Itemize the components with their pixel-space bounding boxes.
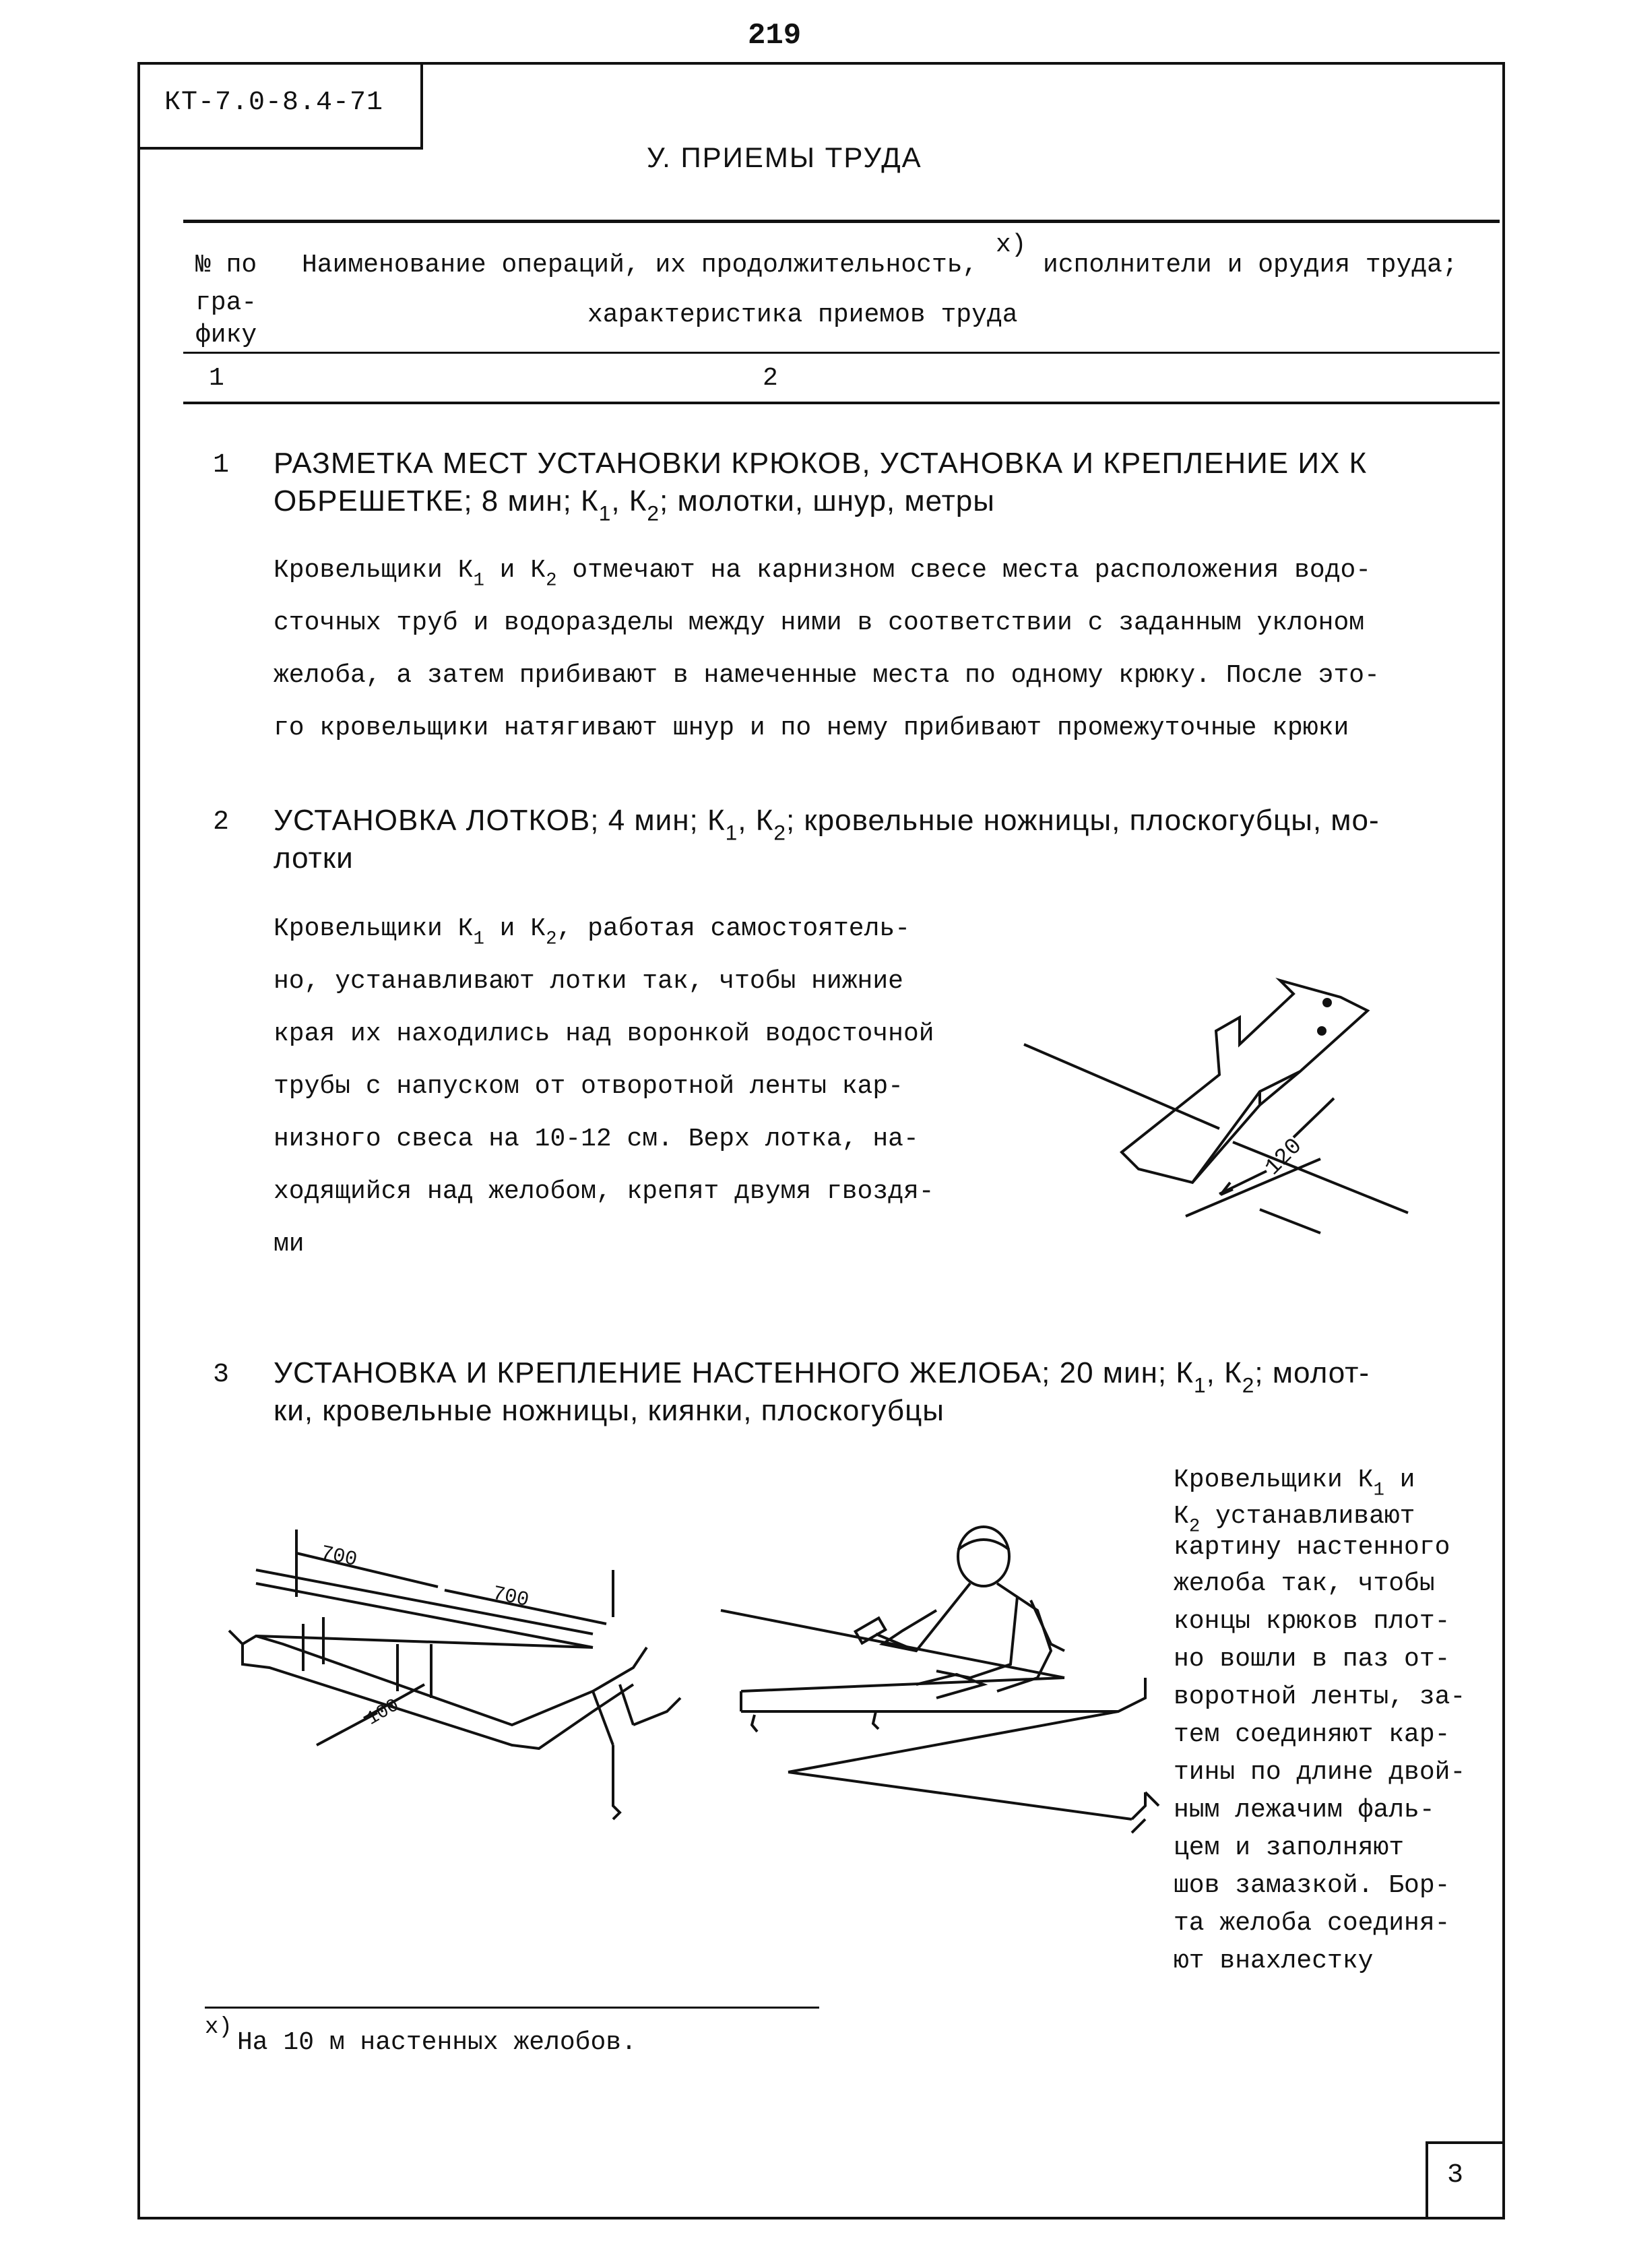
footnote-rule [205,2007,819,2009]
gutter-dim-b: 700 [490,1582,531,1613]
header-num-1: 1 [209,364,224,393]
header-num-2: 2 [763,364,778,393]
tray-dimension-line [1293,1098,1334,1137]
op1-paragraph-line4: го кровельщики натягивают шнур и по нему прибивают промежуточные крюки [274,714,1349,743]
header-mid-rule [183,352,1500,354]
worker-head [958,1527,1009,1586]
op3-text-line2: $К_2$ устанавливают [1174,1502,1415,1538]
tray-roof-line-left [1024,1044,1219,1129]
gutter-dim-a: 700 [318,1542,359,1573]
header-col2-line1a: Наименование операций, их продолжительность, [302,251,978,280]
op2-paragraph-line7: ми [274,1230,305,1259]
tray-shape [1122,980,1368,1183]
header-col2-line2: характеристика приемов труда [587,301,1018,329]
op2-paragraph-line2: но, устанавливают лотки так, чтобы нижние [274,967,903,996]
gutter-front-edge [788,1772,1132,1819]
figure-tray-installation [1011,957,1496,1240]
op3-text-line12: шов замазкой. Бор- [1174,1871,1450,1900]
doc-code: КТ-7.0-8.4-71 [164,88,384,118]
op1-number: 1 [213,450,230,480]
op1-title-line2: ОБРЕШЕТКЕ; 8 мин; $К_1$, $К_2$; молотки, шнур, метры [274,484,995,526]
op3-text-line9: тины по длине двой- [1174,1758,1466,1787]
header-col1-line2: гра- [195,288,257,317]
op3-title-line2: ки, кровельные ножницы, киянки, плоскогубцы [274,1394,945,1427]
op2-paragraph-line4: трубы с напуском от отворотной ленты кар- [274,1072,903,1101]
gutter-dim-c: 100 [363,1695,404,1730]
op2-paragraph-line5: низного свеса на 10-12 см. Верх лотка, на- [274,1125,919,1154]
worker-body [997,1583,1051,1691]
op3-text-line8: тем соединяют кар- [1174,1720,1450,1749]
header-col1-line1: № по [195,251,257,280]
header-top-rule [183,220,1500,223]
op1-title-line1: РАЗМЕТКА МЕСТ УСТАНОВКИ КРЮКОВ, УСТАНОВКА И КРЕПЛЕНИЕ ИХ К [274,447,1368,480]
corner-page-box [1426,2141,1502,2217]
op3-text-line13: та желоба соединя- [1174,1909,1450,1938]
worker-arm-left [883,1583,970,1651]
op3-text-line4: желоба так, чтобы [1174,1569,1435,1598]
op3-text-line1: Кровельщики $К_1$ и [1174,1466,1415,1501]
op2-title-line1: УСТАНОВКА ЛОТКОВ; 4 мин; $К_1$, $К_2$; кровельные ножницы, плоскогубцы, мо- [274,804,1380,845]
gutter-edge-top [256,1570,593,1634]
op3-text-line11: цем и заполняют [1174,1833,1405,1862]
op1-paragraph-line2: сточных труб и водоразделы между ними в соответствии с заданным уклоном [274,608,1365,637]
corner-page-number: 3 [1447,2160,1464,2191]
header-col2-line1b: исполнители и орудия труда; [1043,251,1458,280]
header-bottom-rule [183,402,1500,404]
footnote-mark: x) [205,2015,232,2040]
op3-text-line5: концы крюков плот- [1174,1607,1450,1636]
op2-paragraph-line6: ходящийся над желобом, крепят двумя гвоздя- [274,1177,934,1206]
op2-paragraph-line3: края их находились над воронкой водосточной [274,1019,934,1048]
op1-paragraph-line1: Кровельщики $К_1$ и $К_2$ отмечают на карнизном свесе места расположения водо- [274,556,1372,592]
op3-text-line14: ют внахлестку [1174,1947,1374,1976]
section-title: У. ПРИЕМЫ ТРУДА [647,141,922,173]
op1-paragraph-line3: желоба, а затем прибивают в намеченные места по одному крюку. После это- [274,661,1380,690]
figure-gutter-dimensions [216,1523,701,1833]
op3-title-line1: УСТАНОВКА И КРЕПЛЕНИЕ НАСТЕННОГО ЖЕЛОБА; 20 мин; $К_1$, $К_2$; молот- [274,1356,1370,1397]
op3-text-line6: но вошли в паз от- [1174,1645,1450,1674]
op3-text-line3: картину настенного [1174,1533,1450,1562]
header-footnote-mark: x) [996,230,1027,259]
hammer-head [856,1618,886,1643]
op2-number: 2 [213,807,230,838]
op2-paragraph-line1: Кровельщики $К_1$ и $К_2$, работая самостоятель- [274,914,911,950]
op3-number: 3 [213,1360,230,1390]
op2-title-line2: лотки [274,842,354,875]
page-number-top: 219 [748,19,802,53]
figure-worker-installing [714,1509,1159,1887]
tray-dimension-label: 120 [1260,1133,1308,1181]
tray-roof-line-right [1233,1142,1408,1213]
header-col1-line3: фику [195,321,257,350]
footnote-text: На 10 м настенных желобов. [237,2028,637,2057]
op3-text-line10: ным лежачим фаль- [1174,1796,1435,1825]
op3-text-line7: воротной ленты, за- [1174,1682,1466,1711]
